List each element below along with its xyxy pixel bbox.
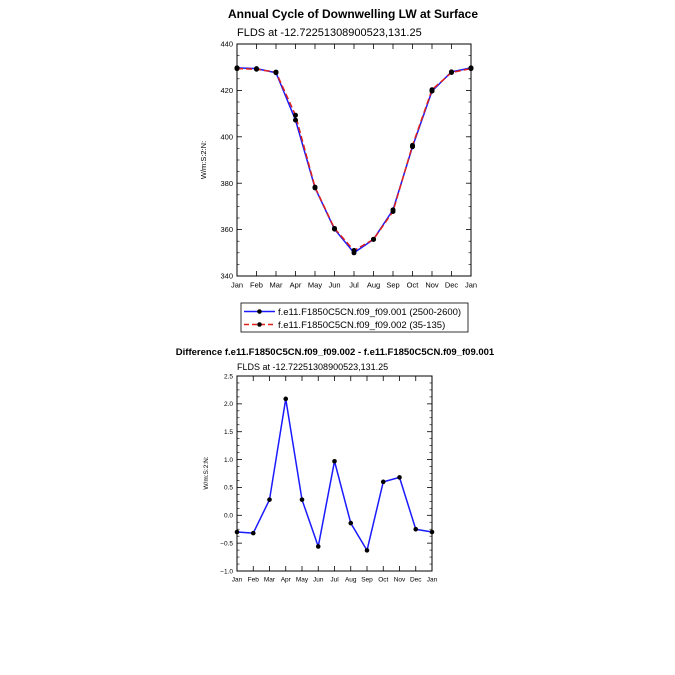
x-tick-label: Sep [361,576,373,584]
x-tick-label: Mar [269,280,283,290]
data-point-series-2 [449,70,454,75]
x-tick-label: Apr [289,280,302,290]
x-tick-label: Nov [393,576,406,584]
plot-frame [237,376,432,571]
data-point-series-1 [235,530,240,535]
y-tick-label: 420 [220,86,233,96]
x-tick-label: Jan [426,576,438,584]
x-tick-label: Sep [386,280,400,290]
legend-marker-series-1 [257,309,262,314]
y-tick-label: 380 [220,178,233,188]
x-tick-label: Jul [349,280,359,290]
x-tick-label: Jan [231,576,243,584]
data-point-series-1 [267,497,272,502]
y-tick-label: −1.0 [220,568,233,576]
x-tick-label: Jun [313,576,324,584]
chart2-axes [220,373,437,583]
y-tick-label: −0.5 [220,540,233,548]
data-point-series-1 [251,531,256,536]
data-point-series-2 [274,70,279,75]
chart1-series [235,65,474,255]
data-point-series-1 [381,480,386,485]
y-tick-label: 2.0 [223,401,233,409]
data-point-series-2 [313,185,318,190]
data-point-series-2 [371,237,376,242]
x-tick-label: Feb [247,576,259,584]
y-tick-label: 0.5 [223,484,233,492]
y-tick-label: 0.0 [223,512,233,520]
x-tick-label: Jul [330,576,339,584]
data-point-series-1 [300,497,305,502]
data-point-series-2 [469,66,474,71]
data-point-series-1 [293,118,298,123]
plot-frame [237,44,471,276]
y-tick-label: 360 [220,225,233,235]
x-tick-label: Aug [366,280,381,290]
chart-difference [176,347,495,584]
chart-annual-cycle [199,7,478,332]
x-tick-label: Jan [230,280,244,290]
legend-label-series-1: f.e11.F1850C5CN.f09_f09.001 (2500-2600) [278,307,462,318]
y-tick-label: 2.5 [223,373,233,381]
x-tick-label: Apr [280,576,291,584]
data-point-series-1 [397,475,402,480]
data-point-series-1 [430,530,435,535]
data-point-series-2 [293,113,298,118]
data-point-series-1 [332,459,337,464]
x-tick-label: Jun [328,280,341,290]
legend-label-series-2: f.e11.F1850C5CN.f09_f09.002 (35-135) [278,320,446,331]
series-line-1 [237,68,471,253]
data-point-series-2 [430,87,435,92]
data-point-series-1 [365,548,370,553]
chart2-title: Difference f.e11.F1850C5CN.f09_f09.002 - f.e11.F1850C5CN.f09_f09.001 [175,347,495,358]
x-tick-label: Nov [425,280,439,290]
data-point-series-2 [352,248,357,253]
data-point-series-2 [235,66,240,71]
chart1-ylabel: W/m:S:2:N: [199,140,208,180]
chart2-ylabel: W/m:S:2:N: [203,456,210,490]
x-tick-label: Dec [444,280,459,290]
data-point-series-1 [348,521,353,526]
x-tick-label: Oct [378,576,389,584]
x-tick-label: May [307,280,323,290]
data-point-series-2 [391,209,396,214]
x-tick-label: May [295,576,309,584]
chart1-subtitle: FLDS at -12.72251308900523,131.25 [237,27,422,39]
y-tick-label: 440 [220,39,233,49]
chart1-legend [241,303,468,332]
data-point-series-2 [254,67,259,72]
data-point-series-2 [410,143,415,148]
chart1-title: Annual Cycle of Downwelling LW at Surface [227,7,479,21]
chart1-axes [220,40,477,290]
data-point-series-1 [283,397,288,402]
data-point-series-2 [332,226,337,231]
x-tick-label: Jan [464,280,478,290]
x-tick-label: Dec [409,576,422,584]
series-line-2 [237,69,471,251]
legend-marker-series-2 [257,322,262,327]
y-tick-label: 400 [220,132,233,142]
chart2-subtitle: FLDS at -12.72251308900523,131.25 [237,362,389,372]
y-tick-label: 1.0 [223,456,233,464]
x-tick-label: Feb [250,280,263,290]
data-point-series-1 [316,544,321,549]
x-tick-label: Oct [406,280,419,290]
series-line-1 [237,399,432,551]
x-tick-label: Mar [263,576,276,584]
data-point-series-1 [413,527,418,532]
y-tick-label: 1.5 [223,428,233,436]
y-tick-label: 340 [220,271,233,281]
chart2-series [235,397,435,553]
x-tick-label: Aug [344,576,357,584]
